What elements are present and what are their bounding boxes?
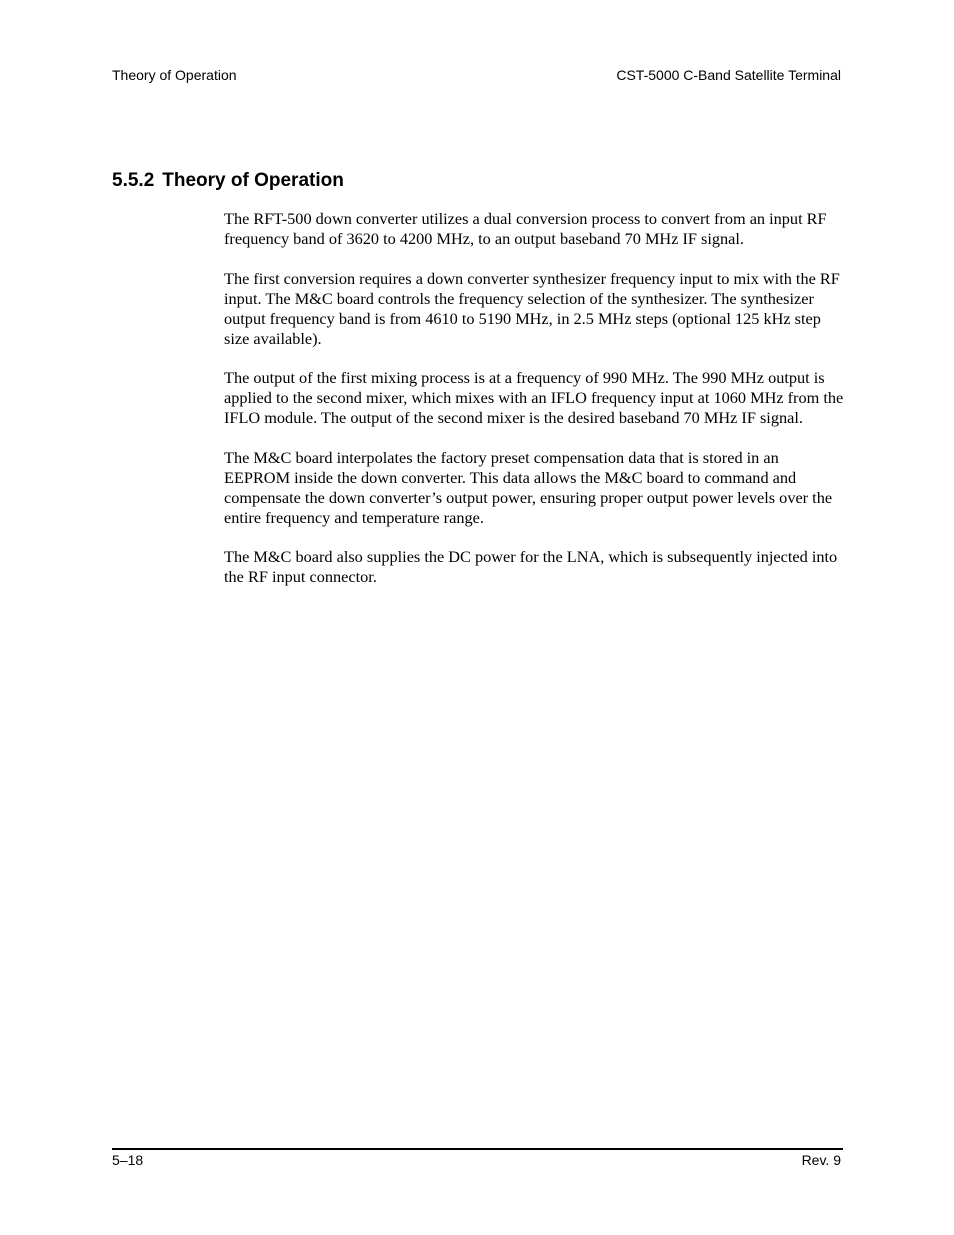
revision-label: Rev. 9 xyxy=(801,1152,841,1168)
body-text xyxy=(224,209,848,607)
paragraph: The M&C board interpolates the factory preset compensation data that is stored in an EEPROM inside the down converter. This data allows the M&C board to command and compensate the down converter’s output power, ensuring proper output power levels over the entire frequency and temperature range. xyxy=(224,447,833,527)
running-header-product: CST-5000 C-Band Satellite Terminal xyxy=(616,67,841,83)
paragraph: The first conversion requires a down converter synthesizer frequency input to mix with the RF input. The M&C board controls the frequency selection of the synthesizer. The synthesizer output frequency band is from 4610 to 5190 MHz, in 2.5 MHz steps (optional 125 kHz step size available). xyxy=(224,268,840,348)
paragraph: The output of the first mixing process is at a frequency of 990 MHz. The 990 MHz output is applied to the second mixer, which mixes with an IFLO frequency input at 1060 MHz from the IFLO module. The output of the second mixer is the desired baseband 70 MHz IF signal. xyxy=(224,368,844,427)
paragraph: The M&C board also supplies the DC power for the LNA, which is subsequently injected into the RF input connector. xyxy=(224,547,838,586)
paragraph: The RFT-500 down converter utilizes a dual conversion process to convert from an input RF frequency band of 3620 to 4200 MHz, to an output baseband 70 MHz IF signal. xyxy=(224,209,827,248)
running-header-chapter: Theory of Operation xyxy=(112,67,237,83)
section-title: Theory of Operation xyxy=(162,170,344,191)
page-number: 5–18 xyxy=(112,1152,144,1168)
footer-rule xyxy=(112,1148,843,1150)
section-number: 5.5.2 xyxy=(112,170,155,191)
section-heading xyxy=(112,169,344,193)
